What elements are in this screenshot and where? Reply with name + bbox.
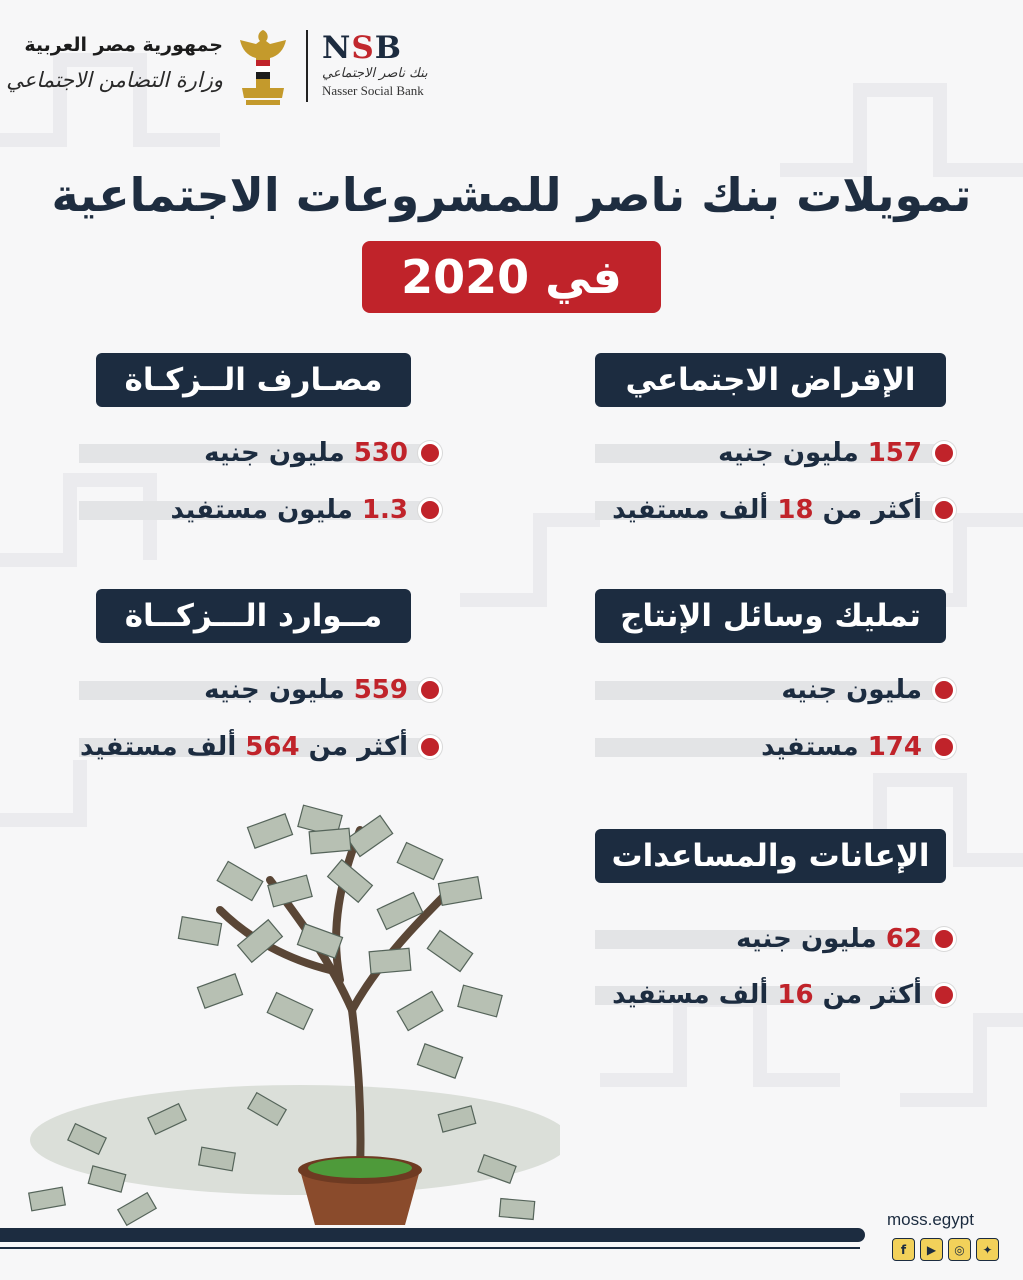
ministry-logo-text xyxy=(6,34,223,92)
section-heading-zakat-resources: مــوارد الـــزكــاة xyxy=(96,589,411,643)
gov-country-name: جمهورية مصر العربية xyxy=(24,34,223,56)
year-label: في 2020 xyxy=(401,250,622,304)
page-title: تمويلات بنك ناصر للمشروعات الاجتماعية xyxy=(51,168,972,222)
bullet-text: 157 مليون جنيه xyxy=(718,438,922,468)
year-badge xyxy=(362,241,661,313)
bullet-dot-icon xyxy=(932,498,956,522)
bullet-item xyxy=(79,729,442,765)
section-heading-social-lending: الإقراض الاجتماعي xyxy=(595,353,946,407)
section-heading-production-means: تمليك وسائل الإنتاج xyxy=(595,589,946,643)
bullet-dot-icon xyxy=(932,441,956,465)
facebook-icon[interactable]: f xyxy=(892,1238,915,1261)
bullet-item xyxy=(595,977,956,1013)
bullet-dot-icon xyxy=(932,927,956,951)
money-tree-illustration xyxy=(0,770,560,1230)
bullet-dot-icon xyxy=(418,498,442,522)
bullet-item xyxy=(79,435,442,471)
bank-name-arabic: بنك ناصر الاجتماعي xyxy=(322,66,428,81)
bullet-item xyxy=(595,672,956,708)
bullet-text: 1.3 مليون مستفيد xyxy=(170,495,408,525)
ministry-name: وزارة التضامن الاجتماعي xyxy=(6,68,223,92)
bullet-text: مليون جنيه xyxy=(781,675,922,705)
bullet-text: أكثر من 564 ألف مستفيد xyxy=(80,732,408,762)
instagram-icon[interactable]: ◎ xyxy=(948,1238,971,1261)
bullet-item xyxy=(595,729,956,765)
footer-line xyxy=(0,1247,860,1249)
bullet-item xyxy=(79,492,442,528)
section-heading-zakat-expenses: مصـارف الــزكـاة xyxy=(96,353,411,407)
bullet-text: أكثر من 16 ألف مستفيد xyxy=(612,980,922,1010)
header-divider xyxy=(306,30,308,102)
bullet-item xyxy=(79,672,442,708)
nasser-social-bank-logo xyxy=(322,32,442,99)
social-handle: moss.egypt xyxy=(887,1210,974,1229)
youtube-icon[interactable]: ▶ xyxy=(920,1238,943,1261)
section-heading-grants-aid: الإعانات والمساعدات xyxy=(595,829,946,883)
bullet-dot-icon xyxy=(932,735,956,759)
bullet-item xyxy=(595,492,956,528)
social-icons xyxy=(892,1238,999,1261)
bullet-text: 530 مليون جنيه xyxy=(204,438,408,468)
footer-bar xyxy=(0,1228,865,1242)
bullet-dot-icon xyxy=(932,983,956,1007)
bullet-dot-icon xyxy=(932,678,956,702)
nsb-mark: NSB xyxy=(322,30,402,66)
bank-name-english: Nasser Social Bank xyxy=(322,83,424,98)
bullet-text: أكثر من 18 ألف مستفيد xyxy=(612,495,922,525)
bullet-dot-icon xyxy=(418,678,442,702)
bullet-text: 559 مليون جنيه xyxy=(204,675,408,705)
bullet-text: 62 مليون جنيه xyxy=(736,924,922,954)
egypt-eagle-emblem-icon xyxy=(232,26,294,108)
bullet-dot-icon xyxy=(418,441,442,465)
bullet-dot-icon xyxy=(418,735,442,759)
bullet-text: 174 مستفيد xyxy=(761,732,922,762)
bullet-item xyxy=(595,435,956,471)
bullet-item xyxy=(595,921,956,957)
twitter-icon[interactable]: ✦ xyxy=(976,1238,999,1261)
